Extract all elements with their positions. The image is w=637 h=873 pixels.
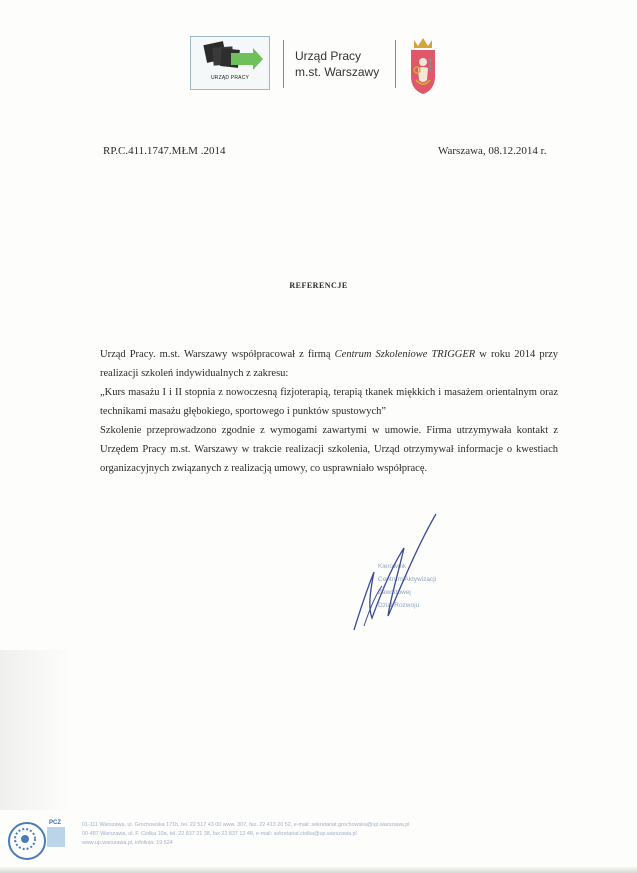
letter-body xyxy=(100,345,558,478)
footer-line2: 00-487 Warszawa, ul. F. Ciołka 10a, tel. 22 837 21 38, fax 22 837 12 48, e-mail: sekretariat.ciolka@up.warszawa.pl xyxy=(82,831,357,837)
stamp-line1: Kierownik xyxy=(378,563,407,570)
document-title: REFERENCJE xyxy=(289,281,348,290)
footer-contact xyxy=(82,821,542,848)
footer-logo-label: PCZ xyxy=(49,820,61,826)
logo-graphic xyxy=(191,37,269,89)
reference-number: RP.C.411.1747.MŁM .2014 xyxy=(103,145,226,157)
paragraph-intro: Urząd Pracy. m.st. Warszawy współpracował z firmą Centrum Szkoleniowe TRIGGER w roku 2014 przy realizacji szkoleń indywidualnych z zakresu: xyxy=(100,349,558,379)
place-and-date: Warszawa, 08.12.2014 r. xyxy=(438,145,547,157)
paragraph-conclusion: Szkolenie przeprowadzono zgodnie z wymogami zawartymi w umowie. Firma utrzymywała kontakt z Urzędem Pracy m.st. Warszawy w trakcie realizacji szkolenia, Urząd otrzymywał informacje o kwestiach organizacyjnych związanych z realizacją umowy, co usprawniało współpracę. xyxy=(100,425,558,474)
logo-caption: URZĄD PRACY xyxy=(211,75,250,81)
paragraph-course-title: „Kurs masażu I i II stopnia z nowoczesną fizjoterapią, terapią tkanek miękkich i masażem orientalnym oraz technikami masażu głębokiego, sportowego i punktów spustowych” xyxy=(100,387,558,417)
urzad-pracy-logo xyxy=(190,36,270,90)
warsaw-coat-of-arms-icon xyxy=(406,36,440,96)
handwritten-signature xyxy=(340,508,460,638)
footer-logo-icon xyxy=(47,827,65,847)
header-divider-right xyxy=(395,40,396,88)
company-name: Centrum Szkoleniowe TRIGGER xyxy=(334,349,476,360)
scan-shadow xyxy=(0,650,70,810)
footer-line1: 01-111 Warszawa, ul. Grochowska 171b, tel. 22 517 43 00 www. 307, fax. 22 413 20 52, e-mail: sekretariat.grochowska@up.warszawa.pl xyxy=(82,822,410,828)
header-divider-left xyxy=(283,40,284,88)
footer-emblem-icon xyxy=(8,822,46,860)
org-name-line2: m.st. Warszawy xyxy=(295,65,380,79)
org-name-line1: Urząd Pracy xyxy=(295,49,362,63)
scan-edge xyxy=(0,866,637,873)
organization-name xyxy=(295,48,395,80)
stamp-line2: Centrum Aktywizacji Zawodowej xyxy=(378,576,437,596)
stamp-line3: Dział Rozwoju xyxy=(378,602,420,609)
footer-line3: www.up.warszawa.pl, infolinia: 19 524 xyxy=(82,840,173,846)
